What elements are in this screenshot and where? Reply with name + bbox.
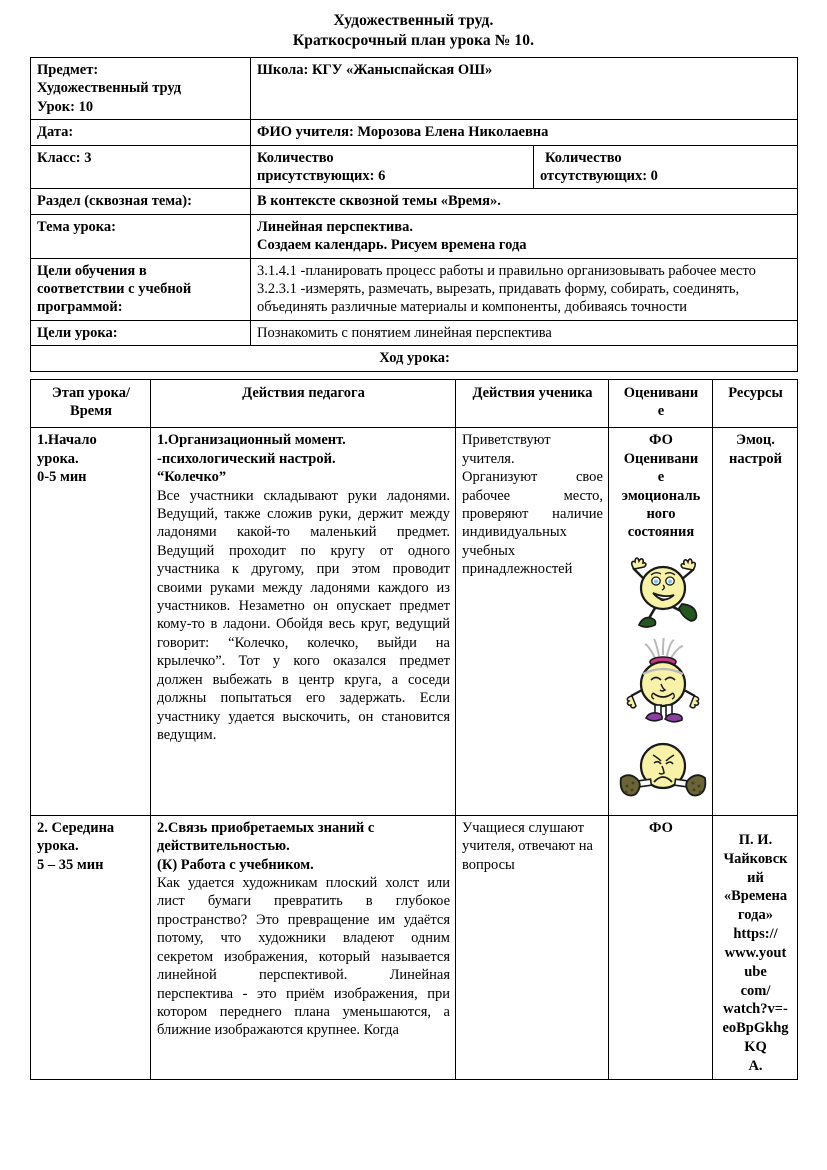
resources-2-spacer (719, 819, 792, 831)
assessment-1-line-4: эмоциональ (621, 487, 701, 504)
stage-cell-2 (31, 815, 151, 1079)
header-pupil-actions: Действия ученика (456, 379, 609, 428)
assessment-1-line-6: состояния (627, 524, 695, 541)
stage-1-line-1: 1.Начало (37, 432, 97, 449)
title-line-2: Краткосрочный план урока № 10. (292, 32, 535, 50)
resources-2-line-5: года» (738, 907, 773, 924)
table-row-section (31, 189, 798, 214)
page-title (30, 11, 797, 52)
school-cell: Школа: КГУ «Жаныспайская ОШ» (251, 57, 798, 119)
header-assessment (609, 379, 713, 428)
objectives-label-line-3: программой: (37, 299, 123, 316)
present-value: присутствующих: 6 (257, 167, 386, 184)
title-line-1: Художественный труд. (333, 12, 494, 29)
teacher-1-heading-2: -психологический настрой. (157, 450, 336, 467)
teacher-1-heading-1: 1.Организационный момент. (157, 432, 346, 449)
smiley-happy-icon (617, 546, 709, 638)
teacher-name: ФИО учителя: Морозова Елена Николаевна (251, 120, 798, 145)
resources-2-line-6: https:// (733, 926, 778, 943)
resources-2-line-12: KQ (744, 1039, 767, 1056)
resources-1-line-1: Эмоц. (736, 432, 775, 449)
mood-smiley-illustration-group (615, 546, 711, 812)
flow-header-row (31, 379, 798, 428)
teacher-2-body: Как удается художникам плоский холст или лист бумаги превратить в глубокое пространство? Это превращение им удаётся потому, что художники владеют одним секретом изображения, который называется линейной перспективой. Линейная перспектива - это приём изображения, при котором переднего плана уменьшаются, а ближние изображаются крупнее. Когда (157, 875, 450, 1039)
absent-value: отсутствующих: 0 (540, 167, 658, 184)
table-row-lesson-course-banner (31, 346, 798, 371)
lesson-goals-label: Цели урока: (31, 320, 251, 345)
assessment-1-line-5: ного (646, 506, 676, 523)
resources-2-line-1: П. И. (738, 831, 773, 848)
pupil-2-body-1: Учащиеся слушают учителя, отвечают на вопросы (462, 819, 593, 873)
theme-label: Тема урока: (31, 214, 251, 258)
teacher-2-heading-1: 2.Связь приобретаемых знаний с действительностью. (157, 819, 375, 855)
subject-value: Художественный труд (37, 80, 182, 97)
assessment-1-line-3: е (657, 469, 665, 486)
stage-cell-1 (31, 428, 151, 815)
stage-1-line-3: 0-5 мин (37, 469, 87, 486)
assessment-1-line-2: Оценивани (623, 450, 699, 467)
header-teacher-actions: Действия педагога (151, 379, 456, 428)
absent-label: Количество (545, 149, 622, 166)
resources-2-list (719, 831, 792, 1076)
resources-2-line-7: www.yout (724, 944, 787, 961)
date-label: Дата: (31, 120, 251, 145)
smiley-neutral-icon (617, 638, 709, 730)
resources-2-line-4: «Времена (723, 888, 788, 905)
table-row (31, 815, 798, 1079)
assessment-2-line-1: ФО (649, 819, 673, 836)
table-row-theme (31, 214, 798, 258)
stage-2-line-3: 5 – 35 мин (37, 856, 104, 873)
section-value: В контексте сквозной темы «Время». (251, 189, 798, 214)
resources-2-line-13: A. (748, 1057, 763, 1074)
table-row-subject (31, 57, 798, 119)
pupil-1-body-1: Приветствуют учителя. (462, 432, 551, 467)
header-assessment-line-2: е (657, 403, 665, 419)
stage-1-line-2: урока. (37, 450, 79, 467)
section-label: Раздел (сквозная тема): (31, 189, 251, 214)
table-row-objectives (31, 258, 798, 320)
stage-2-line-2: урока. (37, 838, 79, 855)
theme-value-line-2: Создаем календарь. Рисуем времена года (257, 237, 527, 254)
stage-2-line-1: 2. Середина (37, 819, 115, 836)
lesson-flow-table (30, 379, 798, 1080)
assessment-cell-1 (609, 428, 713, 815)
smiley-sad-icon (617, 730, 709, 812)
resources-cell-1 (713, 428, 798, 815)
assessment-cell-2 (609, 815, 713, 1079)
pupil-1-body-2: Организуют свое рабочее место, проверяют наличие индивидуальных учебных принадлежностей (462, 469, 603, 578)
teacher-1-body: Все участники складывают руки ладонями. Ведущий, также сложив руки, держит между ладонями какой-то маленький предмет. Ведущий проходит по кругу от одного участника к другому, при этом проводит своими руками между ладонями каждого из участников. Незаметно он опускает предмет кому-то в ладони. Обойдя весь круг, ведущий говорит: “Колечко, колечко, выйди на крылечко”. Тот у кого оказался предмет должен выбежать в центр круга, а соседи должны попытаться его задержать. Если участнику удается выскочить, он становится ведущим. (157, 487, 450, 743)
header-assessment-line-1: Оценивани (623, 384, 699, 401)
pupil-actions-cell-1 (456, 428, 609, 815)
lesson-number: Урок: 10 (37, 98, 94, 115)
absent-count-cell (534, 145, 798, 189)
subject-cell (31, 57, 251, 119)
teacher-2-heading-2: (К) Работа с учебником. (157, 856, 314, 873)
lesson-goals-value: Познакомить с понятием линейная перспектива (251, 320, 798, 345)
table-row-lesson-goals (31, 320, 798, 345)
objectives-label-cell (31, 258, 251, 320)
lesson-course-title: Ход урока: (31, 346, 798, 371)
teacher-actions-cell-1 (151, 428, 456, 815)
objectives-value-cell (251, 258, 798, 320)
present-count-cell (251, 145, 534, 189)
header-stage-line-1: Этап урока/ (51, 384, 131, 401)
table-row-date (31, 120, 798, 145)
resources-2-line-10: watch?v=- (723, 1001, 788, 1018)
objective-item-1: 3.1.4.1 -планировать процесс работы и правильно организовывать рабочее место (257, 262, 756, 279)
header-stage-line-2: Время (70, 403, 112, 419)
resources-1-line-2: настрой (728, 450, 782, 467)
teacher-actions-cell-2 (151, 815, 456, 1079)
resources-2-line-8: ube (744, 963, 767, 980)
resources-cell-2 (713, 815, 798, 1079)
present-label: Количество (257, 149, 334, 166)
resources-2-line-11: eoBpGkhg (722, 1020, 789, 1037)
objectives-label-line-2: соответствии с учебной (37, 280, 192, 297)
resources-2-line-2: Чайковск (723, 850, 788, 867)
resources-2-line-9: com/ (740, 982, 771, 999)
table-row-class (31, 145, 798, 189)
resources-2-line-3: ий (747, 869, 764, 886)
lesson-info-table (30, 57, 798, 372)
pupil-actions-cell-2 (456, 815, 609, 1079)
objective-item-2: 3.2.3.1 -измерять, размечать, вырезать, придавать форму, собирать, соединять, объединять различные материалы и компоненты, добиваясь точности (257, 280, 740, 316)
assessment-1-line-1: ФО (649, 432, 673, 449)
table-row (31, 428, 798, 815)
header-resources: Ресурсы (713, 379, 798, 428)
theme-value-cell (251, 214, 798, 258)
class-label: Класс: 3 (31, 145, 251, 189)
theme-value-line-1: Линейная перспектива. (257, 218, 413, 235)
header-stage (31, 379, 151, 428)
subject-label: Предмет: (37, 61, 99, 78)
objectives-label-line-1: Цели обучения в (37, 262, 147, 279)
teacher-1-heading-3: “Колечко” (157, 469, 227, 486)
